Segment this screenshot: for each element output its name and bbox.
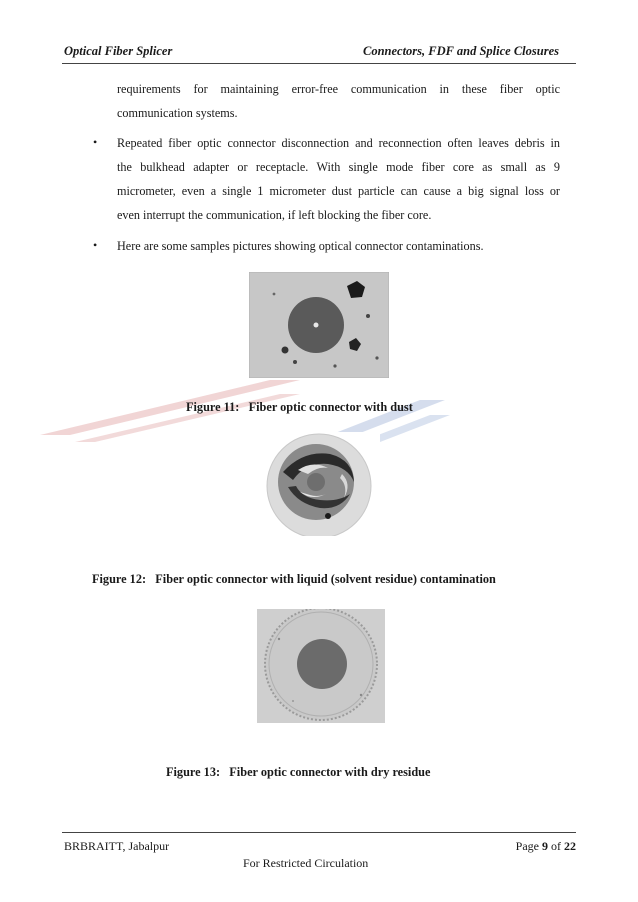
figure-13-caption: Figure 13: Fiber optic connector with dry residue xyxy=(166,765,431,779)
text-line: even interrupt the communication, if left blocking the fiber core. xyxy=(117,208,432,222)
text-line: Repeated fiber optic connector disconnection and reconnection often leaves debris in xyxy=(117,136,560,150)
footer-rule xyxy=(62,832,576,833)
figure-12-image xyxy=(258,432,380,536)
text-line: requirements for maintaining error-free communication in these fiber optic xyxy=(117,82,560,96)
page-of: of xyxy=(548,839,564,853)
page-prefix: Page xyxy=(515,839,542,853)
bullet-marker: • xyxy=(93,135,98,149)
footer-circulation: For Restricted Circulation xyxy=(243,856,369,870)
figure-11-image xyxy=(249,272,389,378)
bullet-marker: • xyxy=(93,238,98,252)
page-total: 22 xyxy=(564,839,576,853)
figure-12-caption: Figure 12: Fiber optic connector with liquid (solvent residue) contamination xyxy=(92,572,496,586)
bullet-paragraph xyxy=(117,131,560,227)
header-title-right: Connectors, FDF and Splice Closures xyxy=(363,44,559,58)
page-current: 9 xyxy=(542,839,548,853)
continuation-paragraph xyxy=(117,77,560,125)
footer-page-number xyxy=(516,839,576,854)
figure-13-image xyxy=(257,609,385,723)
figure-11-caption: Figure 11: Fiber optic connector with dust xyxy=(186,400,413,414)
footer-org: BRBRAITT, Jabalpur xyxy=(64,839,170,853)
header-title-left: Optical Fiber Splicer xyxy=(64,44,173,58)
text-line: communication systems. xyxy=(117,106,238,120)
text-line: micrometer, even a single 1 micrometer dust particle can cause a big signal loss or xyxy=(117,184,560,198)
header-rule xyxy=(62,63,576,64)
text-line: the bulkhead adapter or receptacle. With single mode fiber core as small as 9 xyxy=(117,160,560,174)
bullet-text: Here are some samples pictures showing optical connector contaminations. xyxy=(117,239,484,253)
